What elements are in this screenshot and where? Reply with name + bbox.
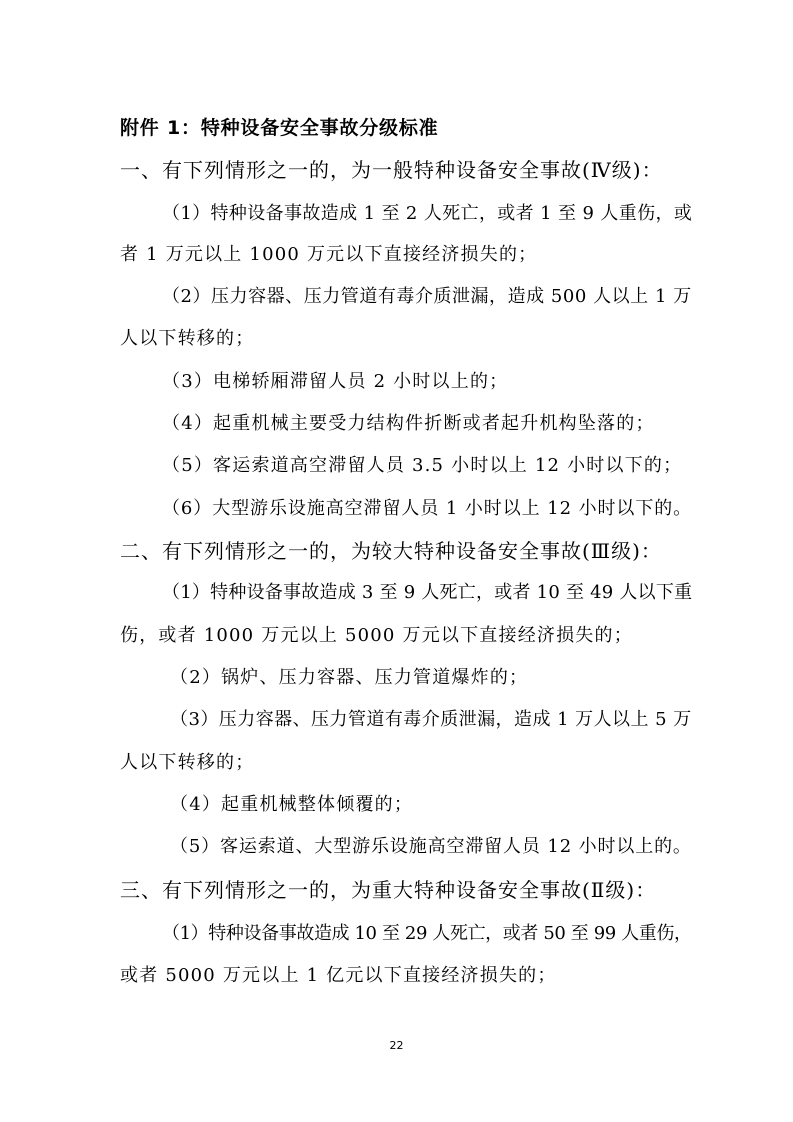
paragraph-line: （2）锅炉、压力容器、压力管道爆炸的； bbox=[170, 667, 529, 688]
document-title: 附件 1：特种设备安全事故分级标准 bbox=[120, 117, 439, 139]
paragraph-line: （5）客运索道高空滞留人员 3.5 小时以上 12 小时以下的； bbox=[162, 455, 683, 476]
paragraph-line: （4）起重机械主要受力结构件折断或者起升机构坠落的； bbox=[162, 413, 655, 434]
section-heading-level-4: 一、有下列情形之一的，为一般特种设备安全事故(Ⅳ级)： bbox=[120, 158, 663, 182]
paragraph-line: （1）特种设备事故造成 10 至 29 人死亡，或者 50 至 99 人重伤， bbox=[162, 923, 692, 944]
paragraph-line: 伤，或者 1000 万元以上 5000 万元以下直接经济损失的； bbox=[120, 625, 633, 646]
paragraph-line: （3）压力容器、压力管道有毒介质泄漏，造成 1 万人以上 5 万 bbox=[170, 709, 692, 730]
paragraph-line: 者 1 万元以上 1000 万元以下直接经济损失的； bbox=[120, 244, 538, 265]
paragraph-line: （1）特种设备事故造成 3 至 9 人死亡，或者 10 至 49 人以下重 bbox=[162, 582, 693, 603]
paragraph-line: （5）客运索道、大型游乐设施高空滞留人员 12 小时以上的。 bbox=[170, 836, 692, 857]
paragraph-line: （6）大型游乐设施高空滞留人员 1 小时以上 12 小时以下的。 bbox=[162, 498, 693, 519]
paragraph-line: （4）起重机械整体倾覆的； bbox=[170, 794, 414, 815]
paragraph-line: 人以下转移的； bbox=[120, 752, 255, 773]
section-heading-level-3: 二、有下列情形之一的，为较大特种设备安全事故(Ⅲ级)： bbox=[120, 539, 662, 563]
page-number: 22 bbox=[389, 1039, 404, 1052]
paragraph-line: 人以下转移的； bbox=[120, 328, 255, 349]
paragraph-line: （1）特种设备事故造成 1 至 2 人死亡，或者 1 至 9 人重伤，或 bbox=[162, 203, 693, 224]
section-heading-level-2: 三、有下列情形之一的，为重大特种设备安全事故(Ⅱ级)： bbox=[120, 878, 657, 902]
paragraph-line: 或者 5000 万元以上 1 亿元以下直接经济损失的； bbox=[120, 965, 557, 986]
paragraph-line: （3）电梯轿厢滞留人员 2 小时以上的； bbox=[162, 371, 509, 392]
paragraph-line: （2）压力容器、压力管道有毒介质泄漏，造成 500 人以上 1 万 bbox=[162, 286, 692, 307]
